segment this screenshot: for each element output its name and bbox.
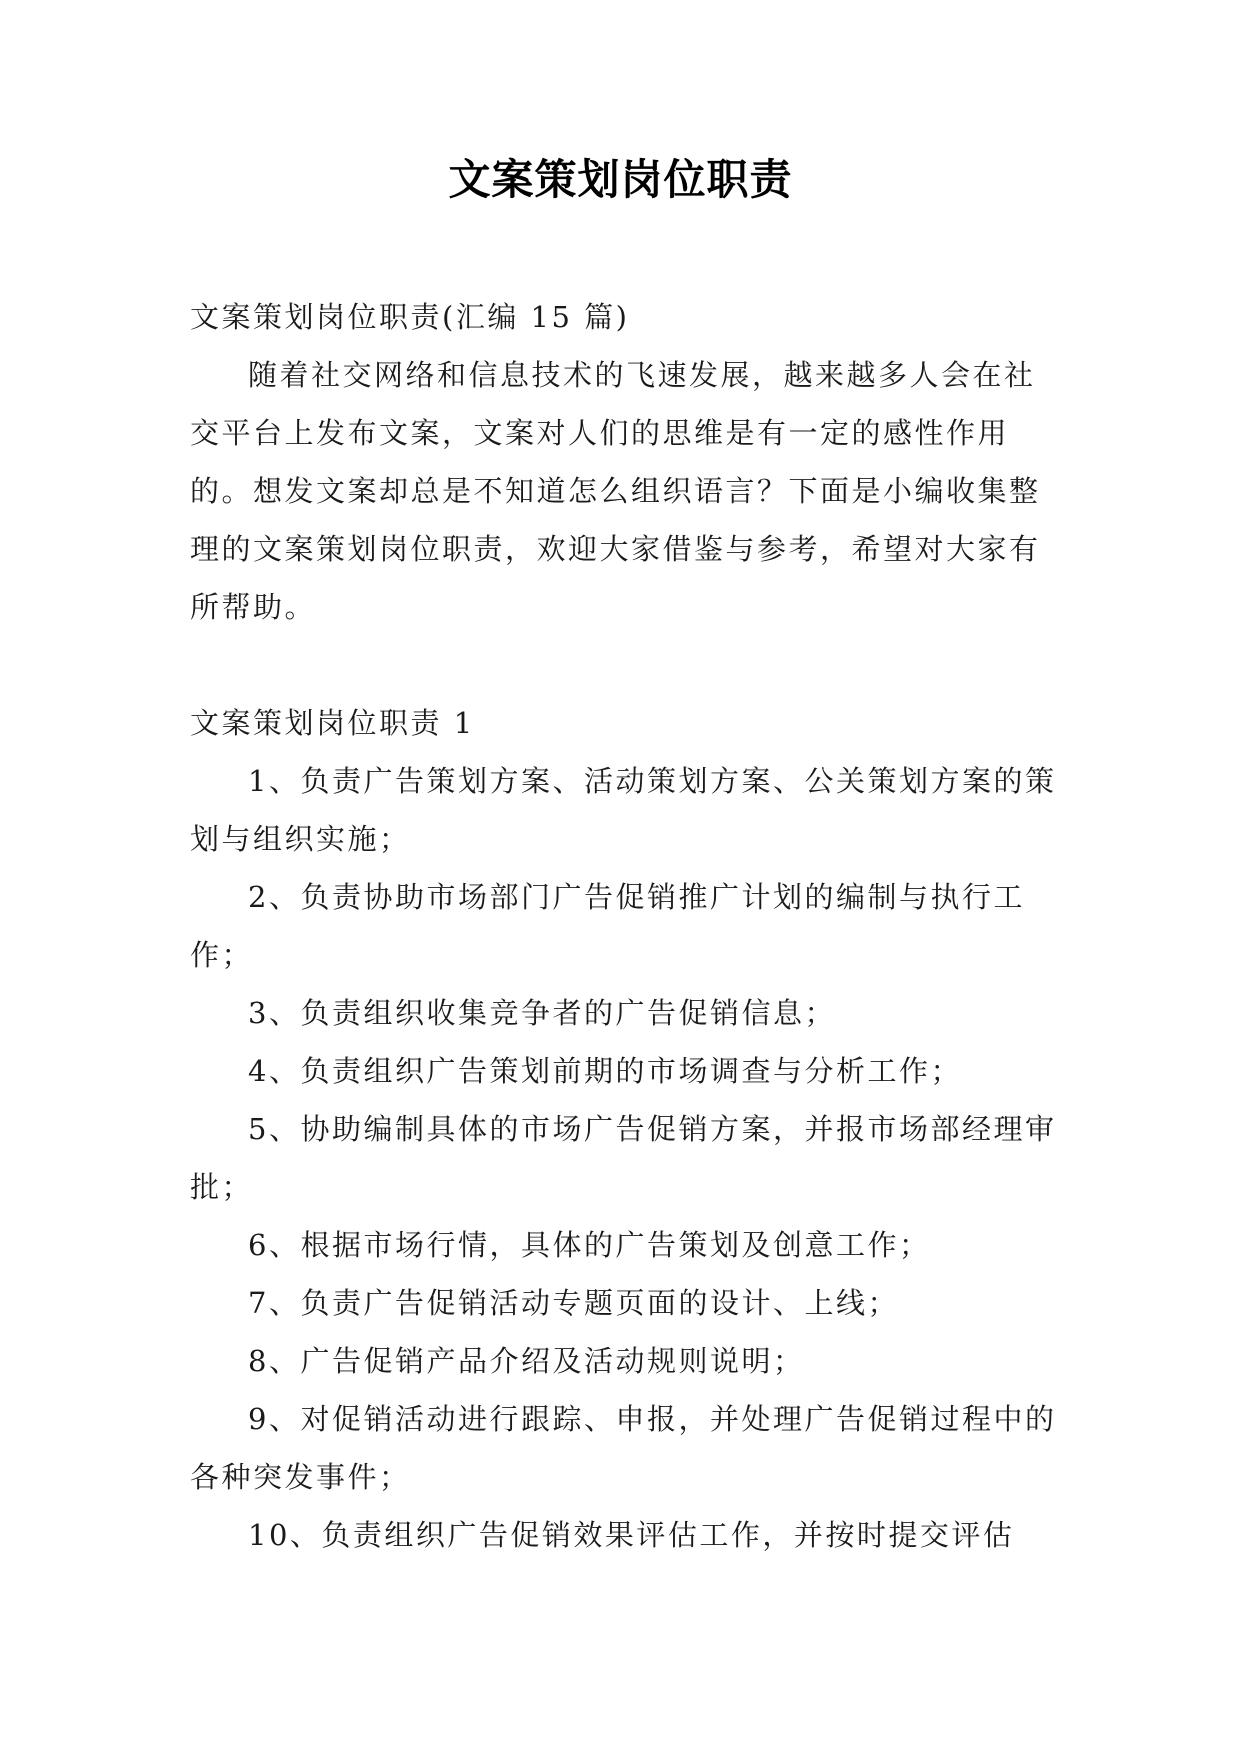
list-item: 4、负责组织广告策划前期的市场调查与分析工作；	[248, 1054, 962, 1088]
document-subtitle: 文案策划岗位职责(汇编 15 篇)	[190, 300, 630, 334]
list-item: 2、负责协助市场部门广告促销推广计划的编制与执行工作；	[190, 880, 1025, 972]
list-item: 1、负责广告策划方案、活动策划方案、公关策划方案的策划与组织实施；	[190, 764, 1057, 856]
list-item: 8、广告促销产品介绍及活动规则说明；	[248, 1344, 805, 1378]
list-item: 10、负责组织广告促销效果评估工作，并按时提交评估	[248, 1518, 1015, 1552]
list-item: 5、协助编制具体的市场广告促销方案，并报市场部经理审批；	[190, 1112, 1057, 1204]
list-item: 7、负责广告促销活动专题页面的设计、上线；	[248, 1286, 899, 1320]
intro-paragraph: 随着社交网络和信息技术的飞速发展，越来越多人会在社交平台上发布文案，文案对人们的思维是有一定的感性作用的。想发文案却总是不知道怎么组织语言？下面是小编收集整理的文案策划岗位职责，欢迎大家借鉴与参考，希望对大家有所帮助。	[190, 358, 1041, 624]
list-item: 9、对促销活动进行跟踪、申报，并处理广告促销过程中的各种突发事件；	[190, 1402, 1057, 1494]
list-item: 3、负责组织收集竞争者的广告促销信息；	[248, 996, 836, 1030]
list-item: 6、根据市场行情，具体的广告策划及创意工作；	[248, 1228, 931, 1262]
document-body	[190, 288, 1060, 1564]
document-title: 文案策划岗位职责	[448, 155, 793, 204]
section-heading: 文案策划岗位职责 1	[190, 706, 475, 740]
